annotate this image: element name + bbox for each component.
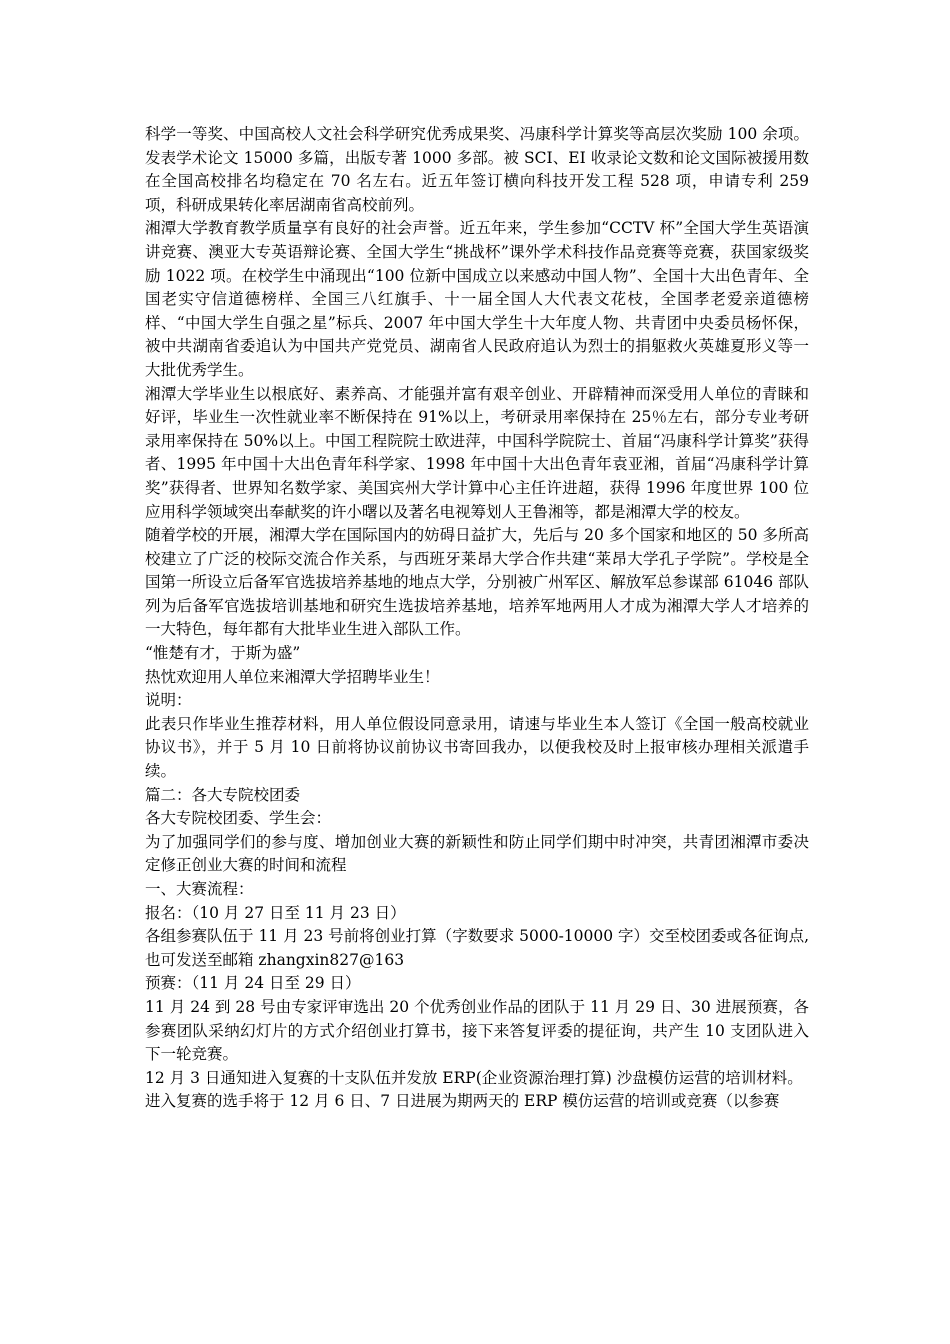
paragraph-note-text: 此表只作毕业生推荐材料，用人单位假设同意录用，请速与毕业生本人签订《全国一般高校就业协议书》，并于 5 月 10 日前将协议前协议书寄回我办，以便我校及时上报审核办理相关派遣手续。 — [145, 714, 809, 781]
paragraph-process-heading: 一、大赛流程： — [145, 880, 254, 898]
document-body — [145, 123, 809, 1114]
paragraph-international: 随着学校的开展，湘潭大学在国际国内的妨碍日益扩大，先后与 20 多个国家和地区的 50 多所高校建立了广泛的校际交流合作关系，与西班牙莱昂大学合作共建“莱昂大学孔子学院”。学校是全国第一所设立后备军官选拔培养基地的地点大学，分别被广州军区、解放军总参谋部 61046 部队列为后备军官选拔培训基地和研究生选拔培养基地，培养军地两用人才成为湘潭大学人才培养的一大特色，每年都有大批毕业生进入部队工作。 — [145, 526, 809, 639]
paragraph-submission: 各组参赛队伍于 11 月 23 号前将创业打算（字数要求 5000-10000 字）交至校团委或各征询点,也可发送至邮箱 zhangxin827@163 — [145, 927, 809, 969]
paragraph-erp-notice: 12 月 3 日通知进入复赛的十支队伍并发放 ERP(企业资源治理打算) 沙盘模仿运营的培训材料。 — [145, 1068, 803, 1087]
paragraph-registration: 报名：（10 月 27 日至 11 月 23 日） — [145, 903, 406, 922]
paragraph-purpose: 为了加强同学们的参与度、增加创业大赛的新颖性和防止同学们期中时冲突，共青团湘潭市委决定修正创业大赛的时间和流程 — [145, 832, 809, 875]
paragraph-motto: “惟楚有才，于斯为盛” — [145, 644, 301, 663]
section-heading-part2: 篇二：各大专院校团委 — [145, 785, 301, 804]
paragraph-welcome: 热忱欢迎用人单位来湘潭大学招聘毕业生！ — [145, 667, 440, 686]
paragraph-preliminary: 预赛：（11 月 24 日至 29 日） — [145, 974, 361, 993]
paragraph-semifinal: 进入复赛的选手将于 12 月 6 日、7 日进展为期两天的 ERP 模仿运营的培训或竞赛（以参赛 — [145, 1092, 780, 1111]
paragraph-preliminary-detail: 11 月 24 到 28 号由专家评审选出 20 个优秀创业作品的团队于 11 月 29 日、30 进展预赛，各参赛团队采纳幻灯片的方式介绍创业打算书，接下来答复评委的提征询，共产生 10 支团队进入下一轮竞赛。 — [145, 997, 809, 1064]
paragraph-research-awards: 科学一等奖、中国高校人文社会科学研究优秀成果奖、冯康科学计算奖等高层次奖励 100 余项。发表学术论文 15000 多篇，出版专著 1000 多部。被 SCI、EI 收录论文数和论文国际被援用数在全国高校排名均稳定在 70 名左右。近五年签订横向科技开发工程 528 项，申请专利 259 项，科研成果转化率居湖南省高校前列。 — [145, 125, 809, 214]
paragraph-note-label: 说明： — [145, 691, 192, 710]
paragraph-salutation: 各大专院校团委、学生会： — [145, 809, 332, 828]
paragraph-teaching-quality: 湘潭大学教育教学质量享有良好的社会声誉。近五年来，学生参加“CCTV 杯”全国大学生英语演讲竞赛、澳亚大专英语辩论赛、全国大学生“挑战杯”课外学术科技作品竞赛等竞赛，获国家级奖励 1022 项。在校学生中涌现出“100 位新中国成立以来感动中国人物”、全国十大出色青年、全国老实守信道德榜样、全国三八红旗手、十一届全国人大代表文花枝，全国孝老爱亲道德榜样、“中国大学生自强之星”标兵、2007 年中国大学生十大年度人物、共青团中央委员杨怀保，被中共湖南省委追认为中国共产党党员、湖南省人民政府追认为烈士的捐躯救火英雄夏形义等一大批优秀学生。 — [145, 219, 809, 379]
paragraph-graduates: 湘潭大学毕业生以根底好、素养高、才能强并富有艰辛创业、开辟精神而深受用人单位的青睐和好评，毕业生一次性就业率不断保持在 91%以上，考研录用率保持在 25％左右，部分专业考研录用率保持在 50%以上。中国工程院院士欧进萍，中国科学院院士、首届“冯康科学计算奖”获得者、1995 年中国十大出色青年科学家、1998 年中国十大出色青年袁亚湘，首届“冯康科学计算奖”获得者、世界知名数学家、美国宾州大学计算中心主任许进超，获得 1996 年度世界 100 位应用科学领域突出奉献奖的许小曙以及著名电视筹划人王鲁湘等，都是湘潭大学的校友。 — [145, 384, 809, 521]
